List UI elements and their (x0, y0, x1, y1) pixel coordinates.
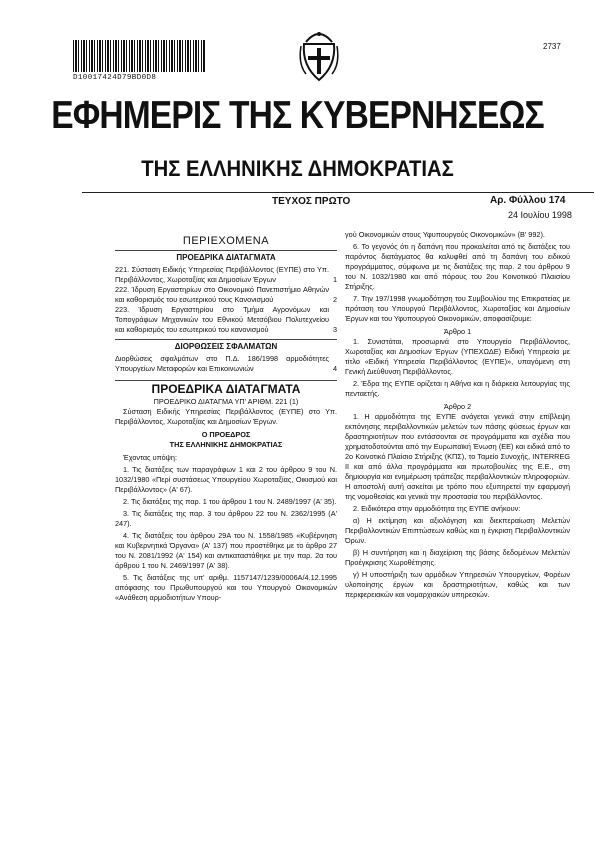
article-subparagraph: γ) Η υποστήριξη των αρμόδιων Υπηρεσιών Υπουργείων, Φορέων υλοποίησης έργων και δραστηριοτήτων, καθώς και των περιφερειακών και νομαρχιακών υπηρεσιών. (345, 570, 570, 599)
article-2-title: Άρθρο 2 (443, 402, 472, 411)
toc-item (115, 354, 337, 374)
left-column (115, 230, 337, 605)
article-paragraph: 2. Έδρα της ΕΥΠΕ ορίζεται η Αθήνα και η διάρκεια λειτουργίας της πενταετής. (345, 379, 570, 398)
toc-item (115, 285, 337, 305)
toc-item-page: 2 (332, 295, 337, 304)
toc-item-text: 222. Ίδρυση Εργαστηρίων στο Οικονομικό Πανεπιστήμιο Αθηνών και καθορισμός του εσωτερικού τους Κανονισμού (115, 285, 329, 304)
article-1-title: Άρθρο 1 (443, 327, 472, 336)
barcode (73, 40, 205, 72)
article-paragraph: 2. Ειδικότερα στην αρμοδιότητα της ΕΥΠΕ ανήκουν: (353, 504, 521, 513)
preamble-paragraph: 2. Τις διατάξεις της παρ. 1 του άρθρου 1 του Ν. 2489/1997 (Α' 35). (123, 497, 337, 506)
issue-label: ΤΕΥΧΟΣ ΠΡΩΤΟ (272, 196, 351, 207)
article-paragraph: 1. Η αρμοδιότητα της ΕΥΠΕ ανάγεται γενικά στην επίβλεψη εκπόνησης περιβαλλοντικών μελετών των πάσης φύσεως έργων και δραστηριοτήτων που εντάσσονται σε προγράμματα και σχέδια που χρηματοδοτούνται από την Ευρωπαϊκή Ένωση (ΕΕ) και ειδικά από το 2ο Κοινοτικό Πλαίσιο Στήριξης (ΚΠΣ), το Ταμείο Συνοχής, ΙΝΤΕRREG II και από άλλα προγράμματα και πρωτοβουλίες της Ε.Ε., στη δημιουργία και ενημέρωση τράπεζας περιβαλλοντικών πληροφοριών. Η αποστολή αυτή ασκείται με τρόπο που εξυπηρετεί την εφαρμογή της νομοθεσίας και γενικά την προστασία του περιβάλλοντος. (345, 412, 570, 501)
decree-subject: Σύσταση Ειδικής Υπηρεσίας Περιβάλλοντος (ΕΥΠΕ) στο Υπ. Περιβάλλοντος, Χωροταξίας και Δημοσίων Έργων. (115, 407, 337, 426)
toc-item (115, 265, 337, 285)
toc-item-text: Διορθώσεις σφαλμάτων στο Π.Δ. 186/1998 αρμοδιότητες Υπουργείων Μεταφορών και Επικοινωνιών (115, 354, 329, 373)
preamble-paragraph: 6. Το γεγονός ότι η δαπάνη που προκαλείται από τις διατάξεις του παρόντος διατάγματος θα καλυφθεί από τη δαπάνη του ειδικού προγράμματος, σύμφωνα με τις διατάξεις της παρ. 2 του άρθρου 9 του Ν. 1032/1980 και από πόρους του 2ου Κοινοτικού Πλαισίου Στήριξης. (345, 242, 570, 291)
continuation-text: γού Οικονομικών στους Υφυπουργούς Οικονομικών» (Β' 992). (345, 230, 545, 239)
preamble-paragraph: 1. Τις διατάξεις των παραγράφων 1 και 2 του άρθρου 9 του Ν. 1032/1980 «Περί συστάσεως Υπουργείου Χωροταξίας, Οικισμού και Περιβάλλοντος» (Α' 67). (115, 465, 337, 494)
masthead-title: ΕΦΗΜΕΡΙΣ ΤΗΣ ΚΥΒΕΡΝΗΣΕΩΣ (51, 94, 544, 137)
barcode-number: D10017424D79BD0D8 (73, 74, 157, 82)
article-paragraph: 1. Συνιστάται, προσωρινά στο Υπουργείο Περιβάλλοντος, Χωροταξίας και Δημοσίων Έργων (ΥΠΕΧΩΔΕ) Ειδική Υπηρεσία με τίτλο «Ειδική Υπηρεσία Περιβάλλοντος (ΕΥΠΕ)», υπαγόμενη στη Γενική Διεύθυνση Περιβάλλοντος. (345, 337, 570, 376)
toc-section-corrections: ΔΙΟΡΘΩΣΕΙΣ ΣΦΑΛΜΑΤΩΝ (115, 339, 337, 352)
toc-item-text: 223. Ίδρυση Εργαστηρίου στο Τμήμα Αγρονόμων και Τοπογράφων Μηχανικών του Εθνικού Μετσόβιου Πολυτεχνείου και καθορισμός του εσωτερικού του κανονισμού (115, 305, 329, 334)
toc-item-page: 4 (332, 364, 337, 373)
header-divider (82, 192, 594, 193)
issue-date: 24 Ιουλίου 1998 (508, 210, 572, 220)
coat-of-arms-icon (298, 26, 340, 84)
toc-section-decrees: ΠΡΟΕΔΡΙΚΑ ΔΙΑΤΑΓΜΑΤΑ (115, 250, 337, 263)
preamble-paragraph: 3. Τις διατάξεις της παρ. 3 του άρθρου 22 του Ν. 2362/1995 (Α' 247). (115, 509, 337, 528)
president-title: Ο ΠΡΟΕΔΡΟΣ (201, 430, 251, 439)
decree-number: ΠΡΟΕΔΡΙΚΟ ΔΙΑΤΑΓΜΑ ΥΠ' ΑΡΙΘΜ. 221 (1) (153, 397, 299, 406)
sheet-number: Αρ. Φύλλου 174 (490, 195, 566, 206)
preamble-paragraph: 7. Την 197/1998 γνωμοδότηση του Συμβουλίου της Επικρατείας με πρόταση του Υπουργού Περιβάλλοντος, Χωροταξίας και Δημοσίων Έργων και του Υφυπουργού Οικονομικών, αποφασίζουμε: (345, 294, 570, 323)
toc-item (115, 305, 337, 335)
toc-title: ΠΕΡΙΕΧΟΜΕΝΑ (182, 235, 270, 247)
article-subparagraph: α) Η εκτίμηση και αξιολόγηση και διεκπεραίωση Μελετών Περιβαλλοντικών Επιπτώσεων καθώς και η έγκριση Περιβαλλοντικών Όρων. (345, 516, 570, 545)
masthead-subtitle: ΤΗΣ ΕΛΛΗΝΙΚΗΣ ΔΗΜΟΚΡΑΤΙΑΣ (141, 156, 454, 181)
preamble-paragraph: 5. Τις διατάξεις της υπ' αριθμ. 1157147/1239/0006Α/4.12.1995 απόφασης του Πρωθυπουργού και του Υπουργού Οικονομικών «Ανάθεση αρμοδιοτήτων Υπουρ- (115, 573, 337, 602)
toc-item-page: 3 (332, 325, 337, 334)
toc-item-page: 1 (332, 275, 337, 284)
right-column (345, 230, 570, 602)
decrees-heading: ΠΡΟΕΔΡΙΚΑ ΔΙΑΤΑΓΜΑΤΑ (115, 380, 337, 394)
preamble-paragraph: 4. Τις διατάξεις του άρθρου 29Α του Ν. 1558/1985 «Κυβέρνηση και Κυβερνητικά Όργανα» (Α' 137) που προστέθηκε με το άρθρο 27 του Ν. 2081/1992 (Α' 154) και αντικαταστάθηκε με την παρ. 2α του άρθρου 1 του Ν. 2469/1997 (Α' 38). (115, 531, 337, 570)
president-republic: ΤΗΣ ΕΛΛΗΝΙΚΗΣ ΔΗΜΟΚΡΑΤΙΑΣ (169, 440, 283, 449)
article-subparagraph: β) Η συντήρηση και η διαχείριση της βάσης δεδομένων Μελετών Προέγκρισης Χωροθέτησης. (345, 548, 570, 567)
toc-item-text: 221. Σύσταση Ειδικής Υπηρεσίας Περιβάλλοντος (ΕΥΠΕ) στο Υπ. Περιβάλλοντος, Χωροταξίας και Δημοσίων Έργων (115, 265, 329, 284)
preamble-intro: Έχοντας υπόψη: (123, 453, 177, 462)
page-number: 2737 (543, 42, 561, 51)
